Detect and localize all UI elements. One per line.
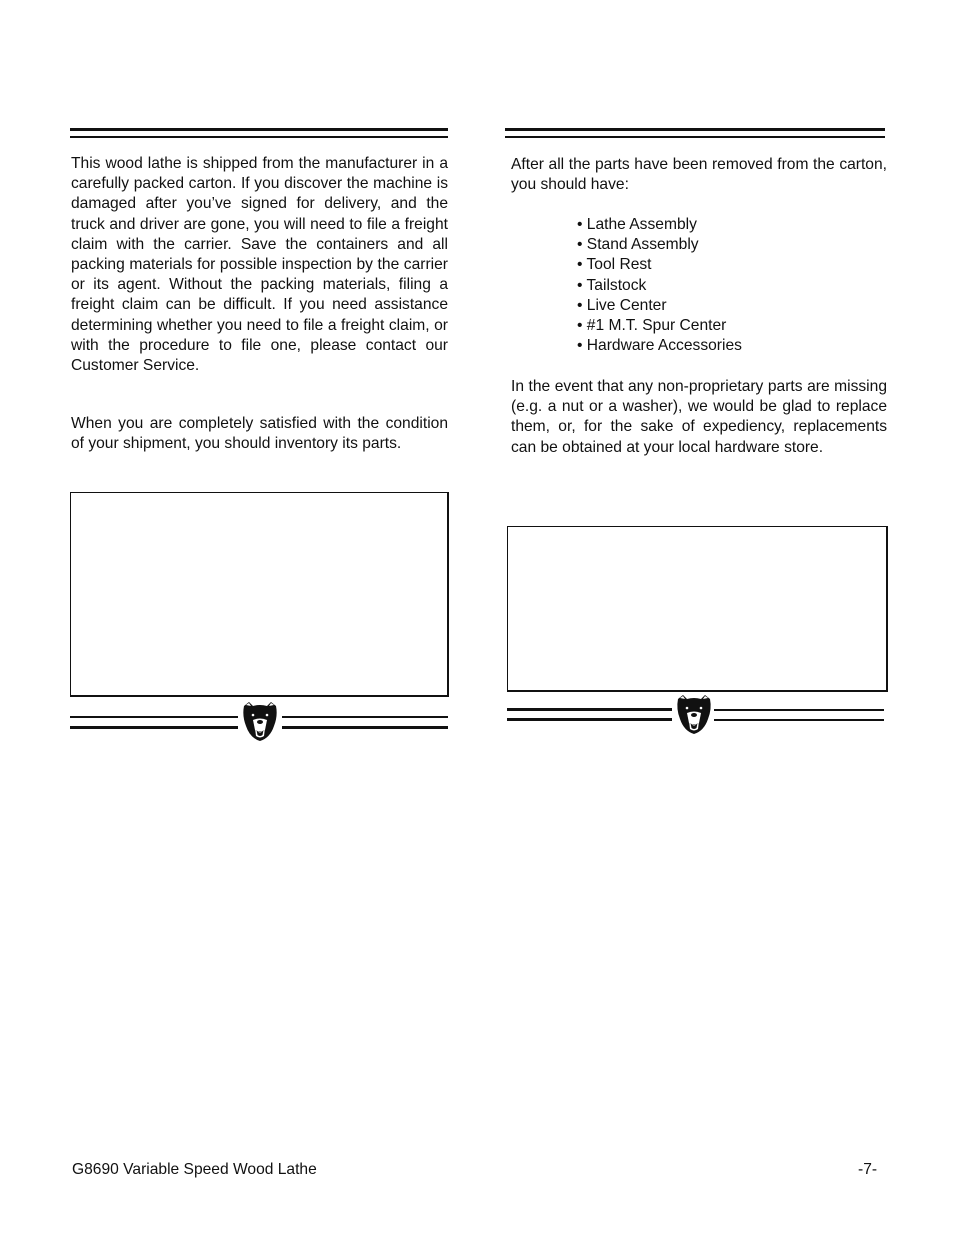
divider-line <box>282 716 448 718</box>
list-item: • #1 M.T. Spur Center <box>577 317 727 335</box>
list-item: • Lathe Assembly <box>577 216 697 233</box>
list-item: • Stand Assembly <box>577 236 699 254</box>
list-item: • Tool Rest <box>577 256 652 274</box>
divider-line <box>714 709 884 711</box>
divider-line <box>714 719 884 721</box>
divider-line <box>70 716 238 718</box>
bear-head-icon <box>674 693 714 735</box>
bear-head-icon <box>240 700 280 742</box>
section-header-rule <box>505 128 885 139</box>
list-item: • Live Center <box>577 296 667 314</box>
divider-line <box>70 726 238 729</box>
bear-divider <box>505 693 885 733</box>
rule-thin <box>505 136 885 138</box>
divider-line <box>282 726 448 729</box>
bear-divider <box>70 700 448 740</box>
parts-list <box>577 215 742 356</box>
divider-line <box>507 708 672 711</box>
figure-box <box>70 492 449 697</box>
shipping-damage-paragraph: This wood lathe is shipped from the manufacturer in a carefully packed carton. If you discover the machine is damaged after you’ve signed for delivery, and the truck and driver are gone, you will need to file a freight claim with the carrier. Save the containers and all packing materials for possible inspection by the carrier or its agent. Without the packing materials, filing a freight claim can be difficult. If you need assistance determining whether you need to file a freight claim, or with the procedure to file one, please contact our Customer Service. <box>71 155 448 375</box>
footer-page-number: -7- <box>858 1161 878 1178</box>
figure-box <box>507 526 888 692</box>
parts-intro-paragraph: After all the parts have been removed from the carton, you should have: <box>511 156 887 194</box>
list-item: • Hardware Accessories <box>577 337 742 355</box>
inventory-paragraph: When you are completely satisfied with the condition of your shipment, you should inventory its parts. <box>71 415 448 453</box>
rule-thin <box>70 136 448 138</box>
list-item: • Tailstock <box>577 276 647 294</box>
rule-thick <box>505 128 885 131</box>
section-header-rule <box>70 128 448 139</box>
divider-line <box>507 718 672 721</box>
rule-thick <box>70 128 448 131</box>
missing-parts-paragraph: In the event that any non-proprietary parts are missing (e.g. a nut or a washer), we would be glad to replace them, or, for the sake of expediency, replacements can be obtained at your local hardware store. <box>511 378 887 456</box>
footer-manual-title: G8690 Variable Speed Wood Lathe <box>72 1161 317 1178</box>
